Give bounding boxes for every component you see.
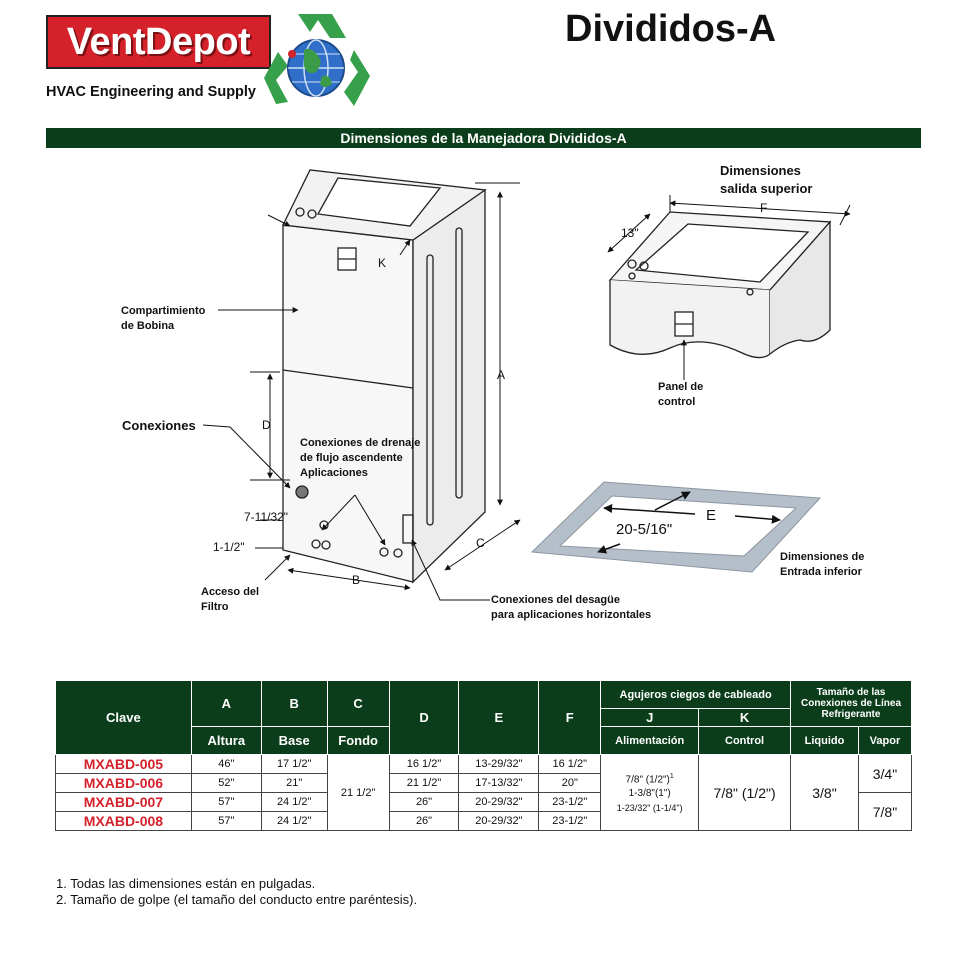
footnote-1: 1. Todas las dimensiones están en pulgadas.	[56, 876, 316, 891]
col-header-alimentacion: Alimentación	[601, 727, 699, 755]
recycle-globe-icon	[258, 10, 376, 122]
d-cell: 26"	[389, 793, 459, 812]
col-header-a: A	[191, 681, 261, 727]
dim-drain-offset: 7-11/32"	[244, 510, 289, 524]
col-header-fondo: Fondo	[327, 727, 389, 755]
f-cell: 20"	[539, 774, 601, 793]
dim-base-offset: 1-1/2"	[213, 540, 245, 554]
col-header-c: C	[327, 681, 389, 727]
vapor-cell-a: 3/4"	[858, 755, 911, 793]
col-header-control: Control	[699, 727, 791, 755]
model-cell: MXABD-005	[56, 755, 192, 774]
section-title-bar: Dimensiones de la Manejadora Divididos-A	[46, 128, 921, 148]
brand-tagline: HVAC Engineering and Supply	[46, 84, 256, 100]
dim-inlet-depth: 20-5/16"	[616, 521, 673, 538]
control-panel-label: Panel de control	[658, 381, 704, 408]
e-cell: 20-29/32"	[459, 812, 539, 831]
dim-letter-c: C	[476, 536, 485, 550]
dim-letter-b: B	[352, 573, 361, 587]
j-cell: 7/8" (1/2")$^1$ 1-3/8"(1") 1-23/32" (1-1/4")	[601, 755, 699, 831]
col-header-vapor: Vapor	[858, 727, 911, 755]
air-handler-drawing	[283, 170, 485, 582]
model-cell: MXABD-006	[56, 774, 192, 793]
dim-letter-k: K	[378, 256, 387, 270]
b-cell: 17 1/2"	[261, 755, 327, 774]
liquid-cell: 3/8"	[791, 755, 859, 831]
upflow-drain-label: Conexiones de drenaje de flujo ascendente Aplicaciones	[300, 437, 421, 479]
c-cell: 21 1/2"	[327, 755, 389, 831]
model-cell: MXABD-007	[56, 793, 192, 812]
b-cell: 21"	[261, 774, 327, 793]
a-cell: 46"	[191, 755, 261, 774]
brand-logo	[46, 15, 271, 69]
col-header-knockouts: Agujeros ciegos de cableado	[601, 681, 791, 709]
footnotes	[56, 876, 417, 908]
top-outlet-drawing	[610, 212, 830, 358]
col-header-e: E	[459, 681, 539, 755]
vapor-cell-b: 7/8"	[858, 793, 911, 831]
top-outlet-label: Dimensiones salida superior	[720, 163, 813, 196]
coil-compartment-label: Compartimiento de Bobina	[121, 305, 206, 332]
col-header-base: Base	[261, 727, 327, 755]
f-cell: 23-1/2"	[539, 812, 601, 831]
bottom-inlet-label: Dimensiones de Entrada inferior	[780, 551, 865, 578]
d-cell: 21 1/2"	[389, 774, 459, 793]
col-header-k: K	[699, 709, 791, 727]
b-cell: 24 1/2"	[261, 793, 327, 812]
dim-letter-a: A	[497, 368, 506, 382]
footnote-2: 2. Tamaño de golpe (el tamaño del conducto entre paréntesis).	[56, 892, 418, 907]
dim-letter-e: E	[706, 507, 717, 524]
b-cell: 24 1/2"	[261, 812, 327, 831]
filter-access-label: Acceso del Filtro	[201, 586, 260, 613]
dim-letter-d: D	[262, 418, 271, 432]
col-header-liquido: Liquido	[791, 727, 859, 755]
horizontal-drain-label: Conexiones del desagüe para aplicaciones horizontales	[491, 594, 652, 621]
brand-name: VentDepot	[66, 20, 251, 63]
dim-top-depth: 13"	[621, 226, 639, 240]
dimensions-table	[55, 680, 912, 831]
d-cell: 16 1/2"	[389, 755, 459, 774]
e-cell: 17-13/32"	[459, 774, 539, 793]
e-cell: 20-29/32"	[459, 793, 539, 812]
f-cell: 23-1/2"	[539, 793, 601, 812]
d-cell: 26"	[389, 812, 459, 831]
col-header-f: F	[539, 681, 601, 755]
a-cell: 57"	[191, 793, 261, 812]
k-cell: 7/8" (1/2")	[699, 755, 791, 831]
document-title: Divididos-A	[565, 8, 777, 50]
col-header-j: J	[601, 709, 699, 727]
col-header-b: B	[261, 681, 327, 727]
col-header-line-sizes: Tamaño de las Conexiones de Línea Refrigerante	[791, 681, 912, 727]
dim-letter-f: F	[760, 201, 768, 215]
f-cell: 16 1/2"	[539, 755, 601, 774]
col-header-altura: Altura	[191, 727, 261, 755]
connections-label: Conexiones	[122, 418, 196, 433]
e-cell: 13-29/32"	[459, 755, 539, 774]
a-cell: 52"	[191, 774, 261, 793]
a-cell: 57"	[191, 812, 261, 831]
bottom-inlet-drawing	[532, 482, 820, 572]
model-cell: MXABD-008	[56, 812, 192, 831]
table-row	[56, 755, 912, 774]
col-header-clave: Clave	[56, 681, 192, 755]
col-header-d: D	[389, 681, 459, 755]
